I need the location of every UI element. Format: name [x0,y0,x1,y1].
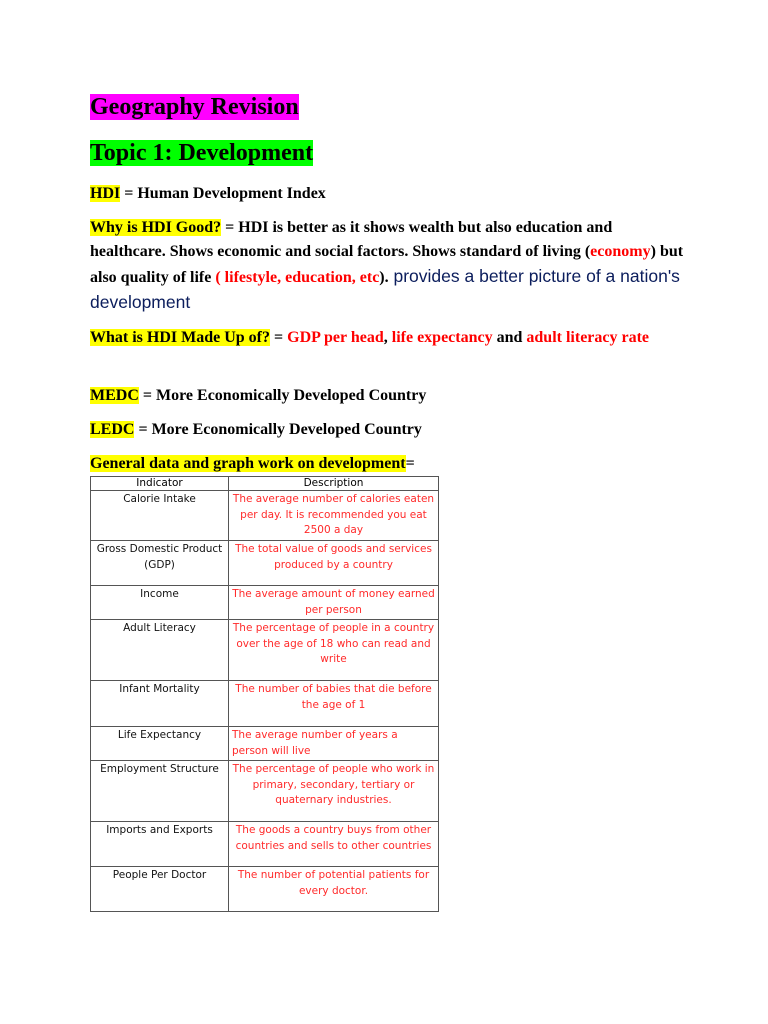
hdi-term: HDI [90,185,121,202]
why-economy: economy [590,243,651,260]
topic-heading: Topic 1: Development [90,140,314,166]
indicator-cell: Employment Structure [91,761,229,822]
hdi-definition [90,182,690,206]
table-row [91,822,439,867]
table-row [91,491,439,541]
indicator-table-wrap [90,476,439,912]
description-cell: The number of potential patients for every doctor. [229,867,439,912]
medc-term: MEDC [90,387,139,404]
ledc-rest: = More Economically Developed Country [134,421,422,438]
made-up-term: What is HDI Made Up of? [90,329,271,346]
indicator-cell: People Per Doctor [91,867,229,912]
why-term: Why is HDI Good? [90,219,222,236]
made-up-eq: = [270,329,288,346]
document-heading: Geography Revision [90,94,299,120]
made-up-literacy: adult literacy rate [526,329,650,346]
made-up-comma: , [383,329,392,346]
indicator-cell: Infant Mortality [91,681,229,727]
table-row [91,761,439,822]
hdi-made-up [90,326,690,350]
ledc-definition [90,418,690,442]
indicator-cell: Calorie Intake [91,491,229,541]
why-lifestyle: ( lifestyle, education, etc [215,269,380,286]
made-up-life: life expectancy [391,329,493,346]
table-row [91,681,439,727]
why-text2: ) but also quality of life [90,243,684,286]
general-data-line [90,452,690,476]
indicator-cell: Life Expectancy [91,727,229,761]
medc-definition [90,384,690,408]
description-cell: The average number of calories eaten per day. It is recommended you eat 2500 a day [229,491,439,541]
made-up-gdp: GDP per head [287,329,384,346]
header-indicator: Indicator [91,477,229,491]
why-text3: ). [379,269,389,286]
hdi-rest: = Human Development Index [120,185,326,202]
indicator-cell: Imports and Exports [91,822,229,867]
heading-line [90,92,299,122]
description-cell: The goods a country buys from other countries and sells to other countries [229,822,439,867]
indicator-cell: Gross Domestic Product (GDP) [91,541,229,586]
table-row [91,541,439,586]
table-row [91,620,439,681]
description-cell: The percentage of people in a country over the age of 18 who can read and write [229,620,439,681]
indicator-table [90,476,439,912]
description-cell: The average number of years a person will live [229,727,439,761]
description-cell: The percentage of people who work in primary, secondary, tertiary or quaternary industries. [229,761,439,822]
general-term: General data and graph work on development [90,455,406,472]
why-hdi-good [90,216,690,316]
medc-rest: = More Economically Developed Country [138,387,427,404]
description-cell: The number of babies that die before the age of 1 [229,681,439,727]
table-row [91,586,439,620]
table-header-row [91,477,439,491]
why-text1: = HDI is better as it shows wealth but also education and healthcare. Shows economic and social factors. Shows standard of living ( [90,219,613,260]
why-extra: provides a better picture of a nation's development [90,266,680,312]
made-up-and: and [492,329,527,346]
indicator-cell: Income [91,586,229,620]
ledc-term: LEDC [90,421,135,438]
topic-line [90,138,313,168]
table-row [91,867,439,912]
table-row [91,727,439,761]
general-rest: = [405,455,415,472]
description-cell: The average amount of money earned per person [229,586,439,620]
indicator-cell: Adult Literacy [91,620,229,681]
description-cell: The total value of goods and services produced by a country [229,541,439,586]
header-description: Description [229,477,439,491]
